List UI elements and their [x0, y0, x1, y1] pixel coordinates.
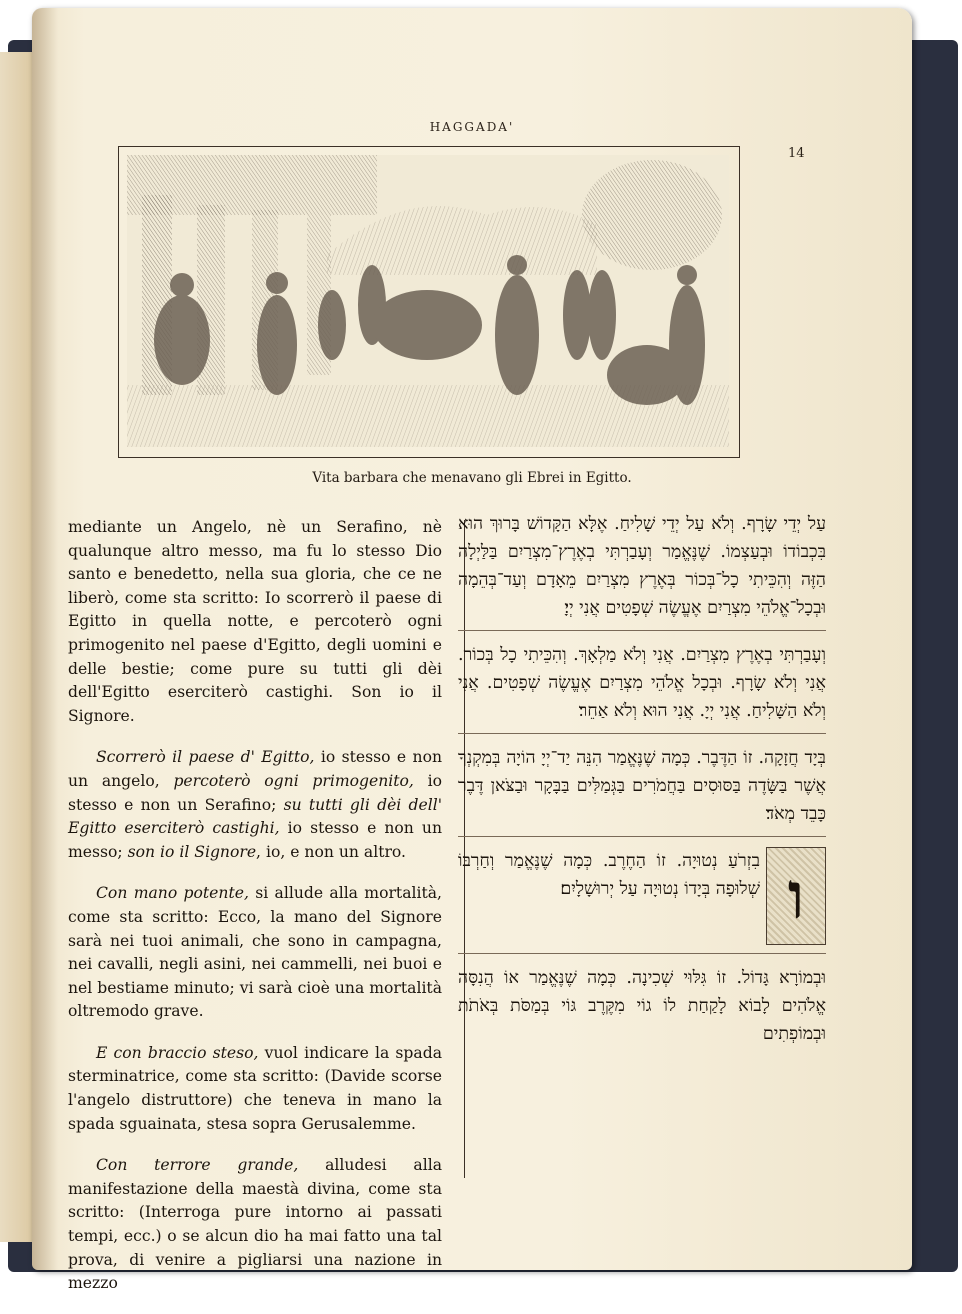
italian-text: mediante un Angelo, nè un Serafino, nè qualunque altro messo, ma fu lo stesso Dio santo e benedetto, nella sua gloria, che ce ne liberò, come sta scritto: Io scorrerò il paese di Egitto in quella notte, e percoterò ogni primogenito nel paese d'Egitto, degli uomini e delle bestie; come pure su tutti gli dèi dell'Egitto eserciterò castighi. Son io il Signore.: [68, 518, 442, 725]
running-head: HAGGADA': [429, 120, 515, 134]
hebrew-paragraph: עַל יְדֵי שָׂרָף. וְלֹא עַל יְדֵי שָׁלִיחַ. אֶלָּא הַקָּדוֹשׁ בָּרוּךְ הוּא בִּכְבוֹדוֹ וּבְעַצְמוֹ. שֶׁנֶּאֱמַר וְעָבַרְתִּי בְאֶרֶץ־מִצְרַיִם בַּלַּיְלָה הַזֶּה וְהִכֵּיתִי כָל־בְּכוֹר בְּאֶרֶץ מִצְרַיִם מֵאָדָם וְעַד־בְּהֵמָה וּבְכָל־אֱלֹהֵי מִצְרַיִם אֶעֱשֶׂה שְׁפָטִים אֲנִי יְיָ׃: [458, 514, 826, 618]
italian-quote: Con terrore grande,: [96, 1156, 299, 1175]
section-rule: [458, 630, 826, 631]
italian-text: io stesso e non un angelo,: [68, 748, 442, 790]
italian-quote: Scorrerò il paese d' Egitto,: [96, 748, 315, 767]
italian-paragraph: [68, 1042, 442, 1136]
italian-paragraph: [68, 746, 442, 864]
italian-text: io stesso e non un messo;: [68, 819, 442, 861]
italian-quote: son io il Signore: [127, 842, 257, 861]
page-number: 14: [788, 146, 805, 161]
italian-paragraph: [68, 1154, 442, 1296]
italian-paragraph: [68, 516, 442, 728]
italian-text: si allude alla mortalità, come sta scritto: Ecco, la mano del Signore sarà nei tuoi animali, che sono in campagna, nei cavalli, negli asini, nei cammelli, nei buoi e nel bestiame minuto; vi sarà cioè una mortalità oltremodo grave.: [68, 884, 442, 1021]
italian-translation-column: [68, 516, 442, 1314]
engraving-illustration: [127, 155, 729, 447]
italian-text: alludesi alla manifestazione della maestà divina, come sta scritto: (Interroga pure intorno ai passati tempi, ecc.) o se alcun dio ha mai fatto una tal prova, di venire a pigliarsi una nazione in mezzo: [68, 1156, 442, 1293]
italian-quote: E con braccio steso,: [96, 1043, 259, 1062]
section-rule: [458, 733, 826, 734]
hebrew-paragraph: וְעָבַרְתִּי בְאֶרֶץ מִצְרַיִם. אֲנִי וְלֹא מַלְאָךְ. וְהִכֵּיתִי כָל בְּכוֹר. אֲנִי וְלֹא שָׂרָף. וּבְכָל אֱלֹהֵי מִצְרַיִם אֶעֱשֶׂה שְׁפָטִים. אֲנִי וְלֹא הַשָּׁלִיחַ. אֲנִי יְיָ. אֲנִי הוּא וְלֹא אַחֵר׃: [458, 645, 826, 721]
hebrew-text-column: [458, 510, 826, 1048]
hebrew-paragraph: וּבְמוֹרָא גָּדוֹל. זוֹ גִּלּוּי שְׁכִינָה. כְּמָה שֶׁנֶּאֱמַר אוֹ הֲנִסָּה אֱלֹהִים לָבוֹא לָקַחַת לוֹ גוֹי מִקֶּרֶב גּוֹי בְּמַסֹּת בְּאֹתֹת וּבְמוֹפְתִים: [458, 968, 826, 1044]
italian-quote: percoterò ogni primogenito,: [173, 771, 414, 790]
italian-text: io stesso e non un Serafino;: [68, 771, 442, 814]
italian-text: , io, e non un altro.: [256, 842, 406, 861]
italian-text: vuol indicare la spada sterminatrice, come sta scritto: (Davide scorse l'angelo distruttore) che teneva in mano la spada sguainata, stesa sopra Gerusalemme.: [68, 1043, 442, 1133]
illustration-frame: [118, 146, 740, 458]
hebrew-paragraph: בִזְרֹעַ נְטוּיָה. זוֹ הַחֶרֶב. כְּמָה שֶׁנֶּאֱמַר וְחַרְבּוֹ שְׁלוּפָה בְּיָדוֹ נְטוּיָה עַל יְרוּשָׁלָיִם׃: [458, 851, 760, 899]
illustration-caption: Vita barbara che menavano gli Ebrei in Egitto.: [312, 470, 632, 486]
book-page: [32, 8, 912, 1293]
italian-paragraph: [68, 882, 442, 1024]
section-rule: [458, 953, 826, 954]
spine-shadow: [32, 8, 58, 1270]
hebrew-paragraph: בְּיָד חֲזָקָה. זוֹ הַדֶּבֶר. כְּמָה שֶׁנֶּאֱמַר הִנֵּה יַד־יְיָ הוֹיָה בְּמִקְנְךָ אֲשֶׁר בַּשָּׂדֶה בַּסּוּסִים בַּחֲמֹרִים בַּגְּמַלִּים בַּבָּקָר וּבַצֹּאן דֶּבֶר כָּבֵד מְאֹד׃: [458, 748, 826, 824]
decorated-initial-block: [458, 847, 826, 945]
italian-quote: su tutti gli dèi dell' Egitto eserciterò castighi,: [68, 795, 442, 838]
section-rule: [458, 836, 826, 837]
decorated-initial-letter: ו: [766, 847, 826, 945]
italian-quote: Con mano potente,: [96, 884, 249, 903]
